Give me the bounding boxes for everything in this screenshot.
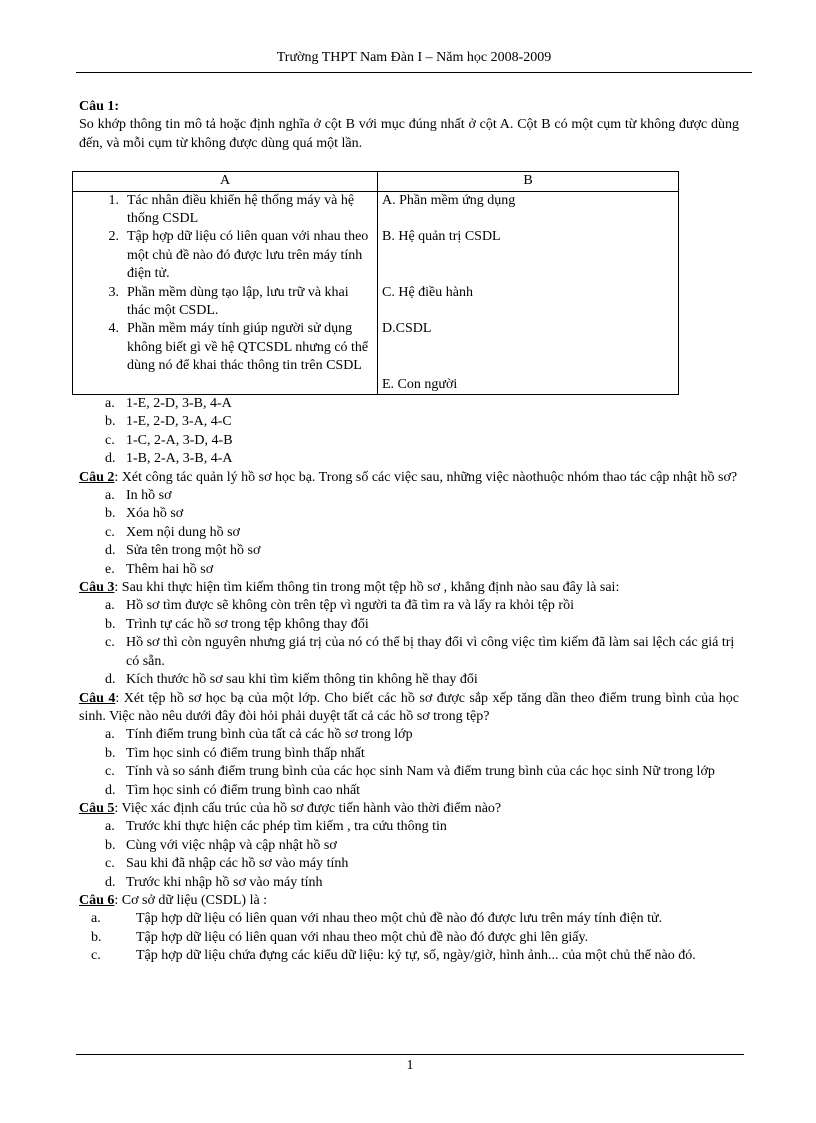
option-label: d. [105, 874, 116, 890]
option-text: Sửa tên trong một hồ sơ [126, 543, 261, 559]
option-label: b. [105, 616, 116, 632]
question-2-label: Câu 2 [79, 469, 115, 485]
question-2-options [79, 487, 739, 579]
answer-option [79, 763, 739, 781]
option-label: e. [105, 561, 115, 577]
matching-table [72, 171, 679, 395]
column-b-item-text: D.CSDL [382, 321, 432, 337]
option-label: c. [105, 635, 115, 651]
column-a-cell [73, 191, 378, 394]
matching-table-body [73, 191, 679, 394]
question-3-text: : Sau khi thực hiện tìm kiếm thông tin trong một tệp hồ sơ , khẳng định nào sau đây là sai: [114, 580, 620, 596]
column-a-item-text: Phần mềm máy tính giúp người sử dụng không biết gì về hệ QTCSDL nhưng có thể dùng nó để khai thác thông tin trên CSDL [127, 321, 369, 374]
option-label: d. [105, 782, 116, 798]
option-text: 1-B, 2-A, 3-B, 4-A [126, 451, 233, 467]
answer-option [79, 837, 739, 855]
column-b-item [382, 192, 674, 229]
answer-option [79, 874, 739, 892]
page-header: Trường THPT Nam Đàn I – Năm học 2008-2009 [276, 50, 552, 65]
column-b-item [382, 320, 674, 375]
column-b-item [382, 284, 674, 321]
option-label: d. [105, 451, 116, 467]
answer-option [79, 726, 739, 744]
answer-option [79, 855, 739, 873]
question-6-options [79, 910, 739, 965]
option-text: Tập hợp dữ liệu có liên quan với nhau theo một chủ đề nào đó được ghi lên giấy. [136, 929, 589, 945]
footer-divider [76, 1054, 744, 1055]
option-label: c. [105, 432, 115, 448]
question-1 [79, 98, 739, 469]
answer-option [79, 395, 739, 413]
document-body [79, 98, 739, 966]
question-3-stem [79, 579, 739, 597]
column-a-item [77, 320, 373, 375]
question-5 [79, 800, 739, 892]
question-4-stem [79, 690, 739, 727]
option-label: c. [105, 856, 115, 872]
answer-option [79, 413, 739, 431]
answer-option [79, 450, 739, 468]
answer-option [79, 616, 739, 634]
column-a-header: A [73, 172, 378, 191]
question-2 [79, 469, 739, 579]
column-a-item-number: 2. [108, 229, 119, 245]
column-a-item-text: Tác nhân điều khiển hệ thống máy và hệ thống CSDL [127, 192, 355, 227]
option-text: Xóa hồ sơ [126, 506, 184, 522]
answer-option [79, 947, 739, 965]
option-text: Tập hợp dữ liệu có liên quan với nhau theo một chủ đề nào đó được lưu trên máy tính điện tử. [136, 911, 663, 927]
option-label: c. [105, 524, 115, 540]
option-text: Thêm hai hồ sơ [126, 561, 214, 577]
answer-option [79, 818, 739, 836]
option-text: 1-E, 2-D, 3-B, 4-A [126, 396, 232, 411]
question-5-label: Câu 5 [79, 800, 115, 816]
option-text: Sau khi đã nhập các hồ sơ vào máy tính [126, 856, 349, 872]
option-text: 1-C, 2-A, 3-D, 4-B [126, 432, 233, 448]
column-a-item-text: Phần mềm dùng tạo lập, lưu trữ và khai thác một CSDL. [127, 284, 349, 319]
option-label: d. [105, 543, 116, 559]
answer-option [79, 542, 739, 560]
option-label: b. [105, 837, 116, 853]
question-3-label: Câu 3 [79, 580, 115, 596]
option-label: a. [91, 911, 101, 927]
question-6-label: Câu 6 [79, 892, 115, 908]
option-text: Cùng với việc nhập và cập nhật hồ sơ [126, 837, 337, 853]
option-text: Tập hợp dữ liệu chứa đựng các kiểu dữ liệu: ký tự, số, ngày/giờ, hình ảnh... của một chủ thể nào đó. [136, 948, 696, 964]
option-text: Hồ sơ thì còn nguyên nhưng giá trị của nó có thể bị thay đổi vì công việc tìm kiếm đã làm sai lệch các giá trị có sẵn. [126, 635, 735, 669]
question-6-text: : Cơ sở dữ liệu (CSDL) là : [114, 892, 268, 908]
option-text: Tìm học sinh có điểm trung bình thấp nhất [126, 745, 365, 761]
answer-option [79, 634, 739, 671]
option-text: Trình tự các hồ sơ trong tệp không thay đổi [126, 616, 369, 632]
option-text: 1-E, 2-D, 3-A, 4-C [126, 414, 232, 430]
answer-option [79, 910, 739, 928]
answer-option [79, 487, 739, 505]
answer-option [79, 745, 739, 763]
option-label: b. [91, 929, 102, 945]
question-2-text: : Xét công tác quản lý hồ sơ học bạ. Trong số các việc sau, những việc nàothuộc nhóm thao tác cập nhật hồ sơ? [114, 469, 738, 485]
option-label: a. [105, 727, 115, 743]
option-text: Xem nội dung hồ sơ [126, 524, 240, 540]
question-4-options [79, 726, 739, 800]
option-label: b. [105, 745, 116, 761]
column-b-item-text: C. Hệ điều hành [382, 284, 473, 300]
column-a-item-text: Tập hợp dữ liệu có liên quan với nhau theo một chủ đề nào đó được lưu trên máy tính điện tử. [127, 229, 369, 282]
option-text: In hồ sơ [126, 488, 172, 504]
answer-option [79, 671, 739, 689]
page-number: 1 [406, 1058, 414, 1073]
question-5-text: : Việc xác định cấu trúc của hồ sơ được tiến hành vào thời điểm nào? [114, 800, 502, 816]
column-b-item-text: A. Phần mềm ứng dụng [382, 192, 516, 208]
question-2-stem [79, 469, 739, 487]
column-b-cell [378, 191, 679, 394]
question-1-options [79, 395, 739, 469]
column-a-item-number: 3. [108, 284, 119, 300]
option-label: a. [105, 488, 115, 504]
column-a-item [77, 228, 373, 283]
answer-option [79, 505, 739, 523]
option-label: d. [105, 672, 116, 688]
question-5-options [79, 818, 739, 892]
column-b-item-text: E. Con người [382, 376, 458, 392]
question-3 [79, 579, 739, 689]
column-a-item-number: 1. [108, 192, 119, 208]
option-text: Tính điểm trung bình của tất cả các hồ sơ trong lớp [126, 727, 413, 743]
option-text: Tính và so sánh điểm trung bình của các học sinh Nam và điểm trung bình của các học sinh Nữ trong lớp [126, 764, 715, 780]
answer-option [79, 432, 739, 450]
column-b-item [382, 228, 674, 283]
answer-option [79, 597, 739, 615]
column-b-item-text: B. Hệ quản trị CSDL [382, 229, 501, 245]
question-3-options [79, 597, 739, 689]
option-label: a. [105, 396, 115, 411]
option-label: a. [105, 598, 115, 614]
option-label: c. [105, 764, 115, 780]
answer-option [79, 782, 739, 800]
option-label: c. [91, 948, 101, 964]
question-1-instruction: So khớp thông tin mô tả hoặc định nghĩa ở cột B với mục đúng nhất ở cột A. Cột B có một cụm từ không được dùng đến, và mỗi cụm từ không được dùng quá một lần. [79, 117, 739, 151]
question-6-stem [79, 892, 739, 910]
question-4-text: : Xét tệp hồ sơ học bạ của một lớp. Cho biết các hồ sơ được sắp xếp tăng dần theo điểm trung bình của học sinh. Việc nào nêu dưới đây đòi hỏi phải duyệt tất cả các hồ sơ trong tệp? [79, 690, 739, 724]
matching-table-header [73, 172, 679, 191]
answer-option [79, 561, 739, 579]
question-6 [79, 892, 739, 966]
header-divider [76, 72, 752, 73]
column-a-item [77, 284, 373, 321]
column-b-header: B [378, 172, 679, 191]
option-text: Tìm học sinh có điểm trung bình cao nhất [126, 782, 361, 798]
column-a-item [77, 192, 373, 229]
answer-option [79, 929, 739, 947]
column-b-item [382, 376, 674, 394]
option-text: Trước khi thực hiện các phép tìm kiếm , tra cứu thông tin [126, 819, 447, 835]
option-label: a. [105, 819, 115, 835]
question-1-title: Câu 1: [79, 99, 120, 114]
question-4-label: Câu 4 [79, 690, 116, 706]
question-4 [79, 690, 739, 800]
option-text: Hồ sơ tìm được sẽ không còn trên tệp vì người ta đã tìm ra và lấy ra khỏi tệp rồi [126, 598, 574, 614]
option-text: Kích thước hồ sơ sau khi tìm kiếm thông tin không hề thay đổi [126, 672, 478, 688]
option-label: b. [105, 414, 116, 430]
answer-option [79, 524, 739, 542]
column-a-item-number: 4. [108, 321, 119, 337]
option-label: b. [105, 506, 116, 522]
option-text: Trước khi nhập hồ sơ vào máy tính [126, 874, 323, 890]
question-5-stem [79, 800, 739, 818]
